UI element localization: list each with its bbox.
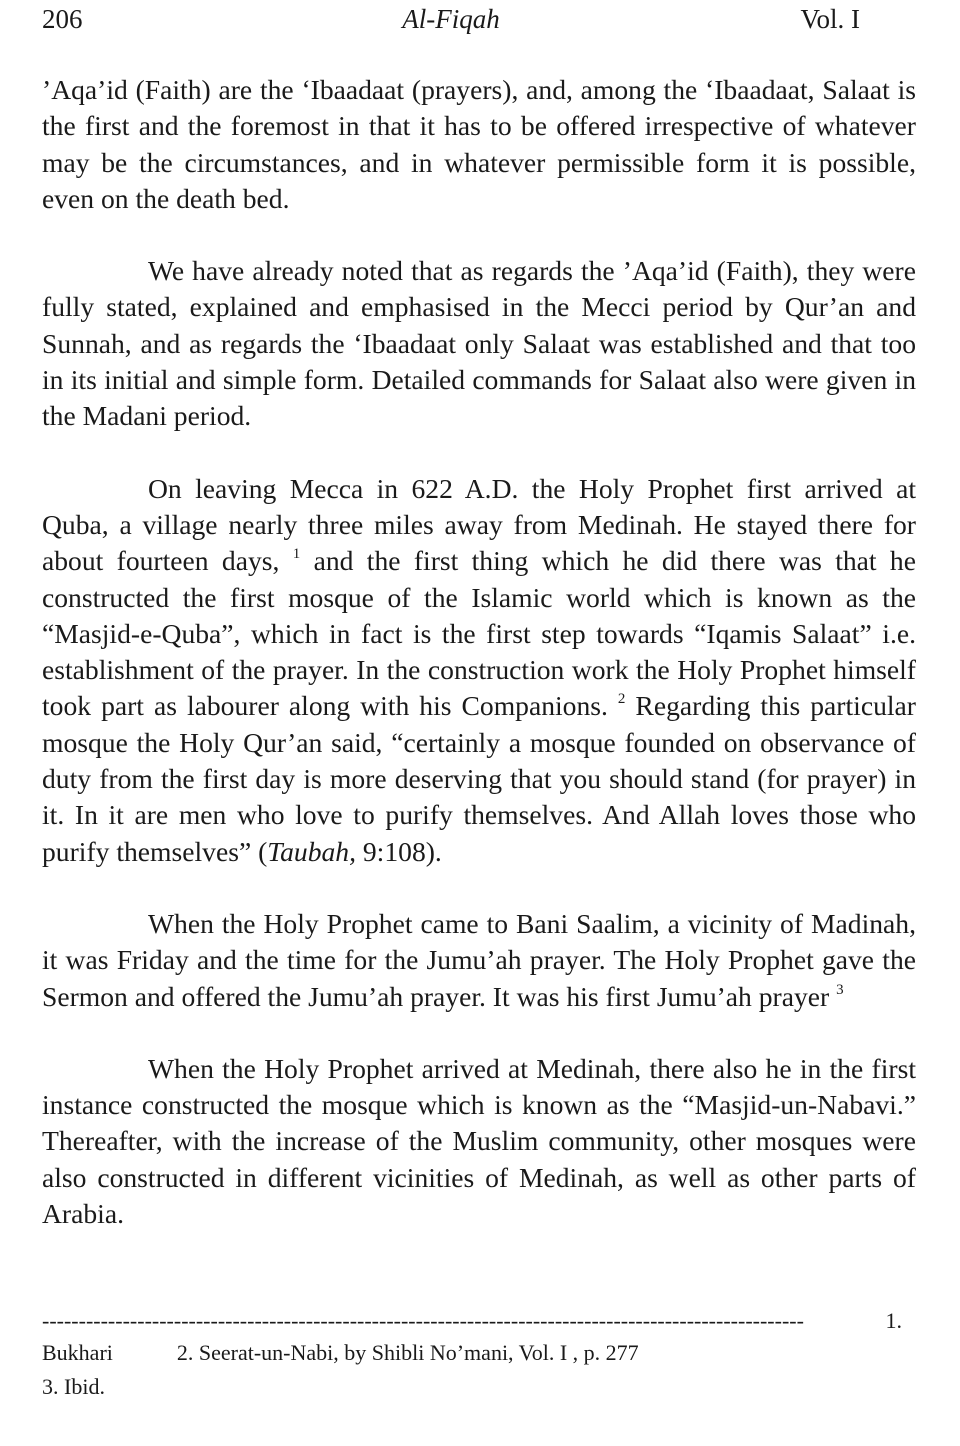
footnote-rule-number: 1. [885,1308,902,1333]
footnote-ref-1: 1 [292,546,301,563]
paragraph-3-text-b: and the first thing which he did there was that he constructed the first mosque of the Islamic world which is known as the “Masjid-e-Quba”, which in fact is the first step towards “Iqamis Salaat” i.e. establishment of the prayer. In the construction work the Holy Prophet himself took part as labourer along with his Companions. [42,545,916,722]
page-body [42,72,916,1232]
footnote-ref-2: 2 [617,691,626,708]
footnote-rule: -------------------------------------------------------------------------------------------------------- [42,1308,804,1333]
paragraph-3-text-a: On leaving Mecca in 622 A.D. the Holy Prophet first arrived at Quba, a village nearly three miles away from Medinah. He stayed there for about fourteen days, [42,472,916,577]
footnote-row-2 [42,1374,105,1400]
page-number: 206 [42,4,83,34]
paragraph-4 [42,906,916,1015]
paragraph-3-text-c: Regarding this particular mosque the Holy Qur’an said, “certainly a mosque founded on observance of duty from the first day is more deserving that you should stand (for prayer) in it. In it are men who love to purify themselves. And Allah loves those who purify themselves” ( [42,690,916,867]
paragraph-2: We have already noted that as regards the ’Aqa’id (Faith), they were fully stated, explained and emphasised in the Mecci period by Qur’an and Sunnah, and as regards the ‘Ibaadaat only Salaat was established and that too in its initial and simple form. Detailed commands for Salaat also were given in the Madani period. [42,255,916,432]
volume-label: Vol. I [800,4,860,34]
paragraph-3 [42,471,916,870]
book-title: Al-Fiqah [402,4,500,34]
citation-source: Taubah, [267,835,356,867]
footnote-1: Bukhari [42,1340,113,1365]
footnote-2: 2. Seerat-un-Nabi, by Shibli No’mani, Vol. I , p. 277 [176,1340,639,1365]
running-header [42,4,860,44]
paragraph-1: ’Aqa’id (Faith) are the ‘Ibaadaat (prayers), and, among the ‘Ibaadaat, Salaat is the first and the foremost in that it has to be offered irrespective of whatever may be the circumstances, and in whatever permissible form it is possible, even on the death bed. [42,74,916,214]
paragraph-4-text: When the Holy Prophet came to Bani Saalim, a vicinity of Madinah, it was Friday and the time for the Jumu’ah prayer. The Holy Prophet gave the Sermon and offered the Jumu’ah prayer. It was his first Jumu’ah prayer [42,907,916,1012]
paragraph-5: When the Holy Prophet arrived at Medinah, there also he in the first instance constructed the mosque which is known as the “Masjid-un-Nabavi.” Thereafter, with the increase of the Muslim community, other mosques were also constructed in different vicinities of Medinah, as well as other parts of Arabia. [42,1052,916,1230]
citation-ref: 9:108). [355,835,442,867]
footnote-separator [42,1308,902,1334]
footnote-ref-3: 3 [836,981,844,998]
footnote-row-1 [42,1340,639,1366]
footnote-3: 3. Ibid. [42,1374,105,1399]
